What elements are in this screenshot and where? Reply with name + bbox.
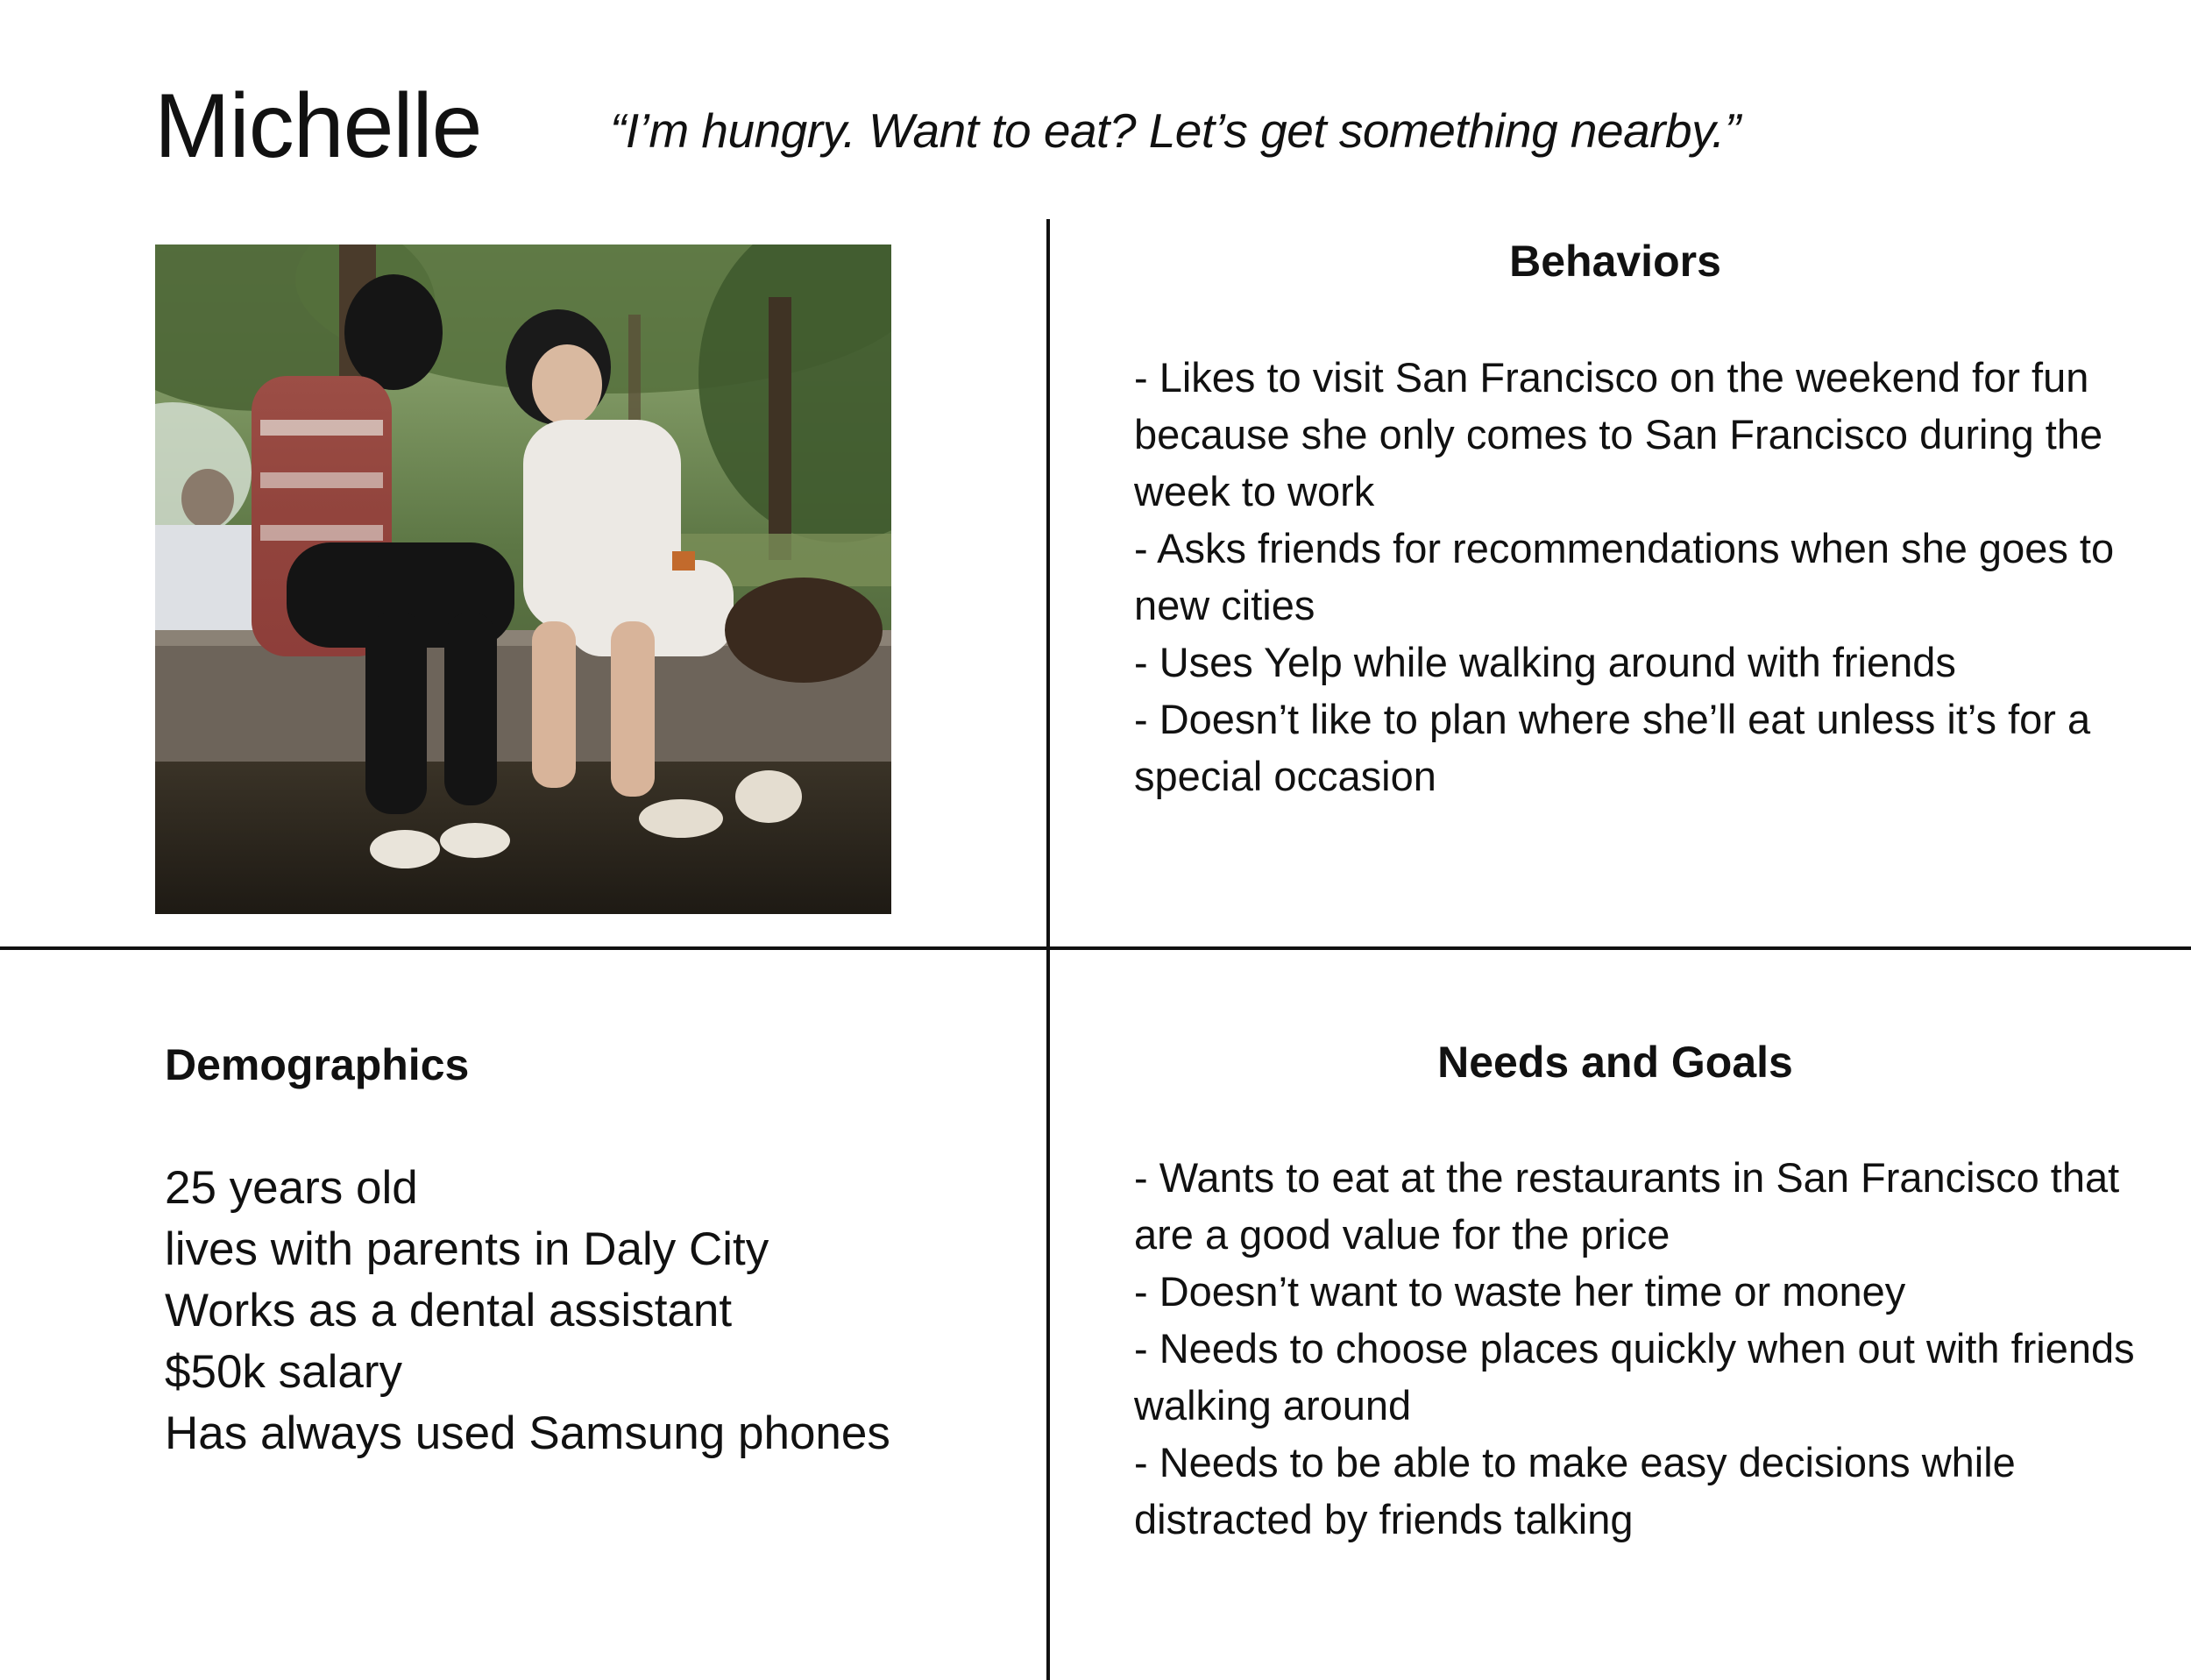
need-goal-item: - Wants to eat at the restaurants in San Francisco that are a good value for the price <box>1134 1154 2120 1258</box>
demographic-item: $50k salary <box>165 1346 403 1398</box>
needs-goals-list <box>1134 1149 2168 1548</box>
behaviors-heading: Behaviors <box>1509 237 1721 286</box>
behavior-item: - Doesn’t like to plan where she’ll eat unless it’s for a special occasion <box>1134 696 2091 799</box>
behavior-item: - Asks friends for recommendations when she goes to new cities <box>1134 525 2115 628</box>
behavior-item: - Likes to visit San Francisco on the weekend for fun because she only comes to San Francisco during the week to work <box>1134 354 2103 514</box>
demographic-item: lives with parents in Daly City <box>165 1223 769 1275</box>
demographics-list <box>165 1158 1006 1464</box>
demographic-item: 25 years old <box>165 1162 418 1214</box>
need-goal-item: - Needs to be able to make easy decisions while distracted by friends talking <box>1134 1439 2016 1542</box>
needs-goals-heading: Needs and Goals <box>1437 1038 1793 1087</box>
need-goal-item: - Needs to choose places quickly when out with friends walking around <box>1134 1325 2135 1428</box>
persona-quote: “I’m hungry. Want to eat? Let’s get something nearby.” <box>610 103 1741 158</box>
behavior-item: - Uses Yelp while walking around with friends <box>1134 639 1956 685</box>
persona-name: Michelle <box>154 75 482 177</box>
demographic-item: Has always used Samsung phones <box>165 1407 890 1459</box>
persona-photo-icon <box>155 245 891 914</box>
demographic-item: Works as a dental assistant <box>165 1285 733 1336</box>
need-goal-item: - Doesn’t want to waste her time or money <box>1134 1268 1906 1315</box>
persona-photo <box>155 245 891 914</box>
behaviors-list <box>1134 349 2151 805</box>
horizontal-divider <box>0 946 2191 950</box>
demographics-heading: Demographics <box>165 1040 470 1089</box>
